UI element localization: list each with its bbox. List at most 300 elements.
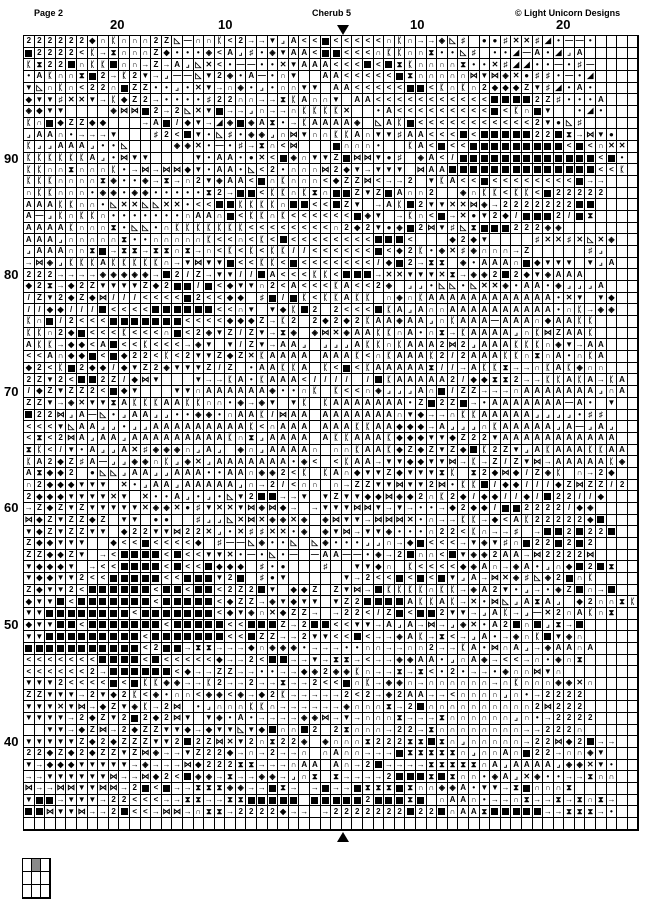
chart-cell: A: [416, 690, 427, 702]
chart-cell: [119, 620, 130, 632]
chart-cell: A: [321, 433, 332, 445]
chart-cell: 2: [363, 806, 374, 818]
chart-cell: ⧗: [236, 760, 247, 772]
chart-cell: 2: [66, 585, 77, 597]
chart-cell: <: [437, 153, 448, 165]
chart-cell: ∩: [607, 596, 618, 608]
chart-cell: [596, 503, 607, 515]
chart-cell: ◈: [564, 760, 575, 772]
chart-cell: ∩: [310, 129, 321, 141]
chart-cell: ⧗: [405, 736, 416, 748]
chart-cell: [321, 608, 332, 620]
chart-cell: [268, 818, 279, 830]
chart-cell: ∩: [511, 690, 522, 702]
chart-cell: ⧗: [469, 760, 480, 772]
chart-cell: [522, 129, 533, 141]
chart-cell: ᛕ: [427, 351, 438, 363]
chart-cell: —: [585, 59, 596, 71]
chart-cell: •: [342, 643, 353, 655]
chart-cell: ✕: [225, 550, 236, 562]
chart-cell: [331, 199, 342, 211]
chart-cell: ◢: [585, 106, 596, 118]
chart-cell: •: [215, 410, 226, 422]
chart-cell: ⋈: [98, 293, 109, 305]
chart-cell: 2: [310, 725, 321, 737]
chart-cell: →: [268, 760, 279, 772]
chart-cell: ⌟: [45, 141, 56, 153]
chart-cell: 2: [554, 199, 565, 211]
chart-cell: [183, 293, 194, 305]
chart-cell: →: [151, 760, 162, 772]
chart-cell: [628, 538, 639, 550]
chart-cell: ▼: [35, 678, 46, 690]
chart-cell: [98, 106, 109, 118]
chart-cell: <: [427, 573, 438, 585]
chart-cell: ∩: [183, 211, 194, 223]
chart-cell: ⌟: [56, 258, 67, 270]
chart-cell: [342, 363, 353, 375]
chart-cell: [511, 141, 522, 153]
chart-cell: /: [543, 480, 554, 492]
chart-cell: 2: [585, 538, 596, 550]
chart-cell: ◈: [342, 701, 353, 713]
chart-cell: 2: [575, 736, 586, 748]
chart-cell: <: [363, 281, 374, 293]
chart-cell: ∩: [501, 725, 512, 737]
chart-cell: •: [194, 188, 205, 200]
chart-cell: [617, 526, 628, 538]
chart-cell: [109, 643, 120, 655]
chart-cell: 2: [289, 736, 300, 748]
chart-cell: ◆: [183, 666, 194, 678]
chart-cell: <: [363, 36, 374, 48]
chart-cell: [575, 585, 586, 597]
chart-cell: →: [289, 748, 300, 760]
chart-cell: [596, 223, 607, 235]
chart-cell: ⌟: [564, 48, 575, 60]
chart-cell: ▼: [45, 374, 56, 386]
chart-cell: ◆: [416, 433, 427, 445]
chart-cell: [66, 106, 77, 118]
chart-cell: [596, 631, 607, 643]
chart-cell: [141, 783, 152, 795]
chart-cell: ∩: [141, 48, 152, 60]
chart-cell: ◈: [585, 503, 596, 515]
chart-cell: ▼: [66, 561, 77, 573]
chart-cell: A: [331, 118, 342, 130]
chart-cell: ⧗: [395, 666, 406, 678]
chart-cell: [310, 351, 321, 363]
chart-cell: Z: [66, 550, 77, 562]
chart-cell: ⧗: [109, 48, 120, 60]
chart-cell: Z: [458, 433, 469, 445]
chart-cell: /: [321, 374, 332, 386]
chart-cell: A: [543, 760, 554, 772]
chart-cell: ♯: [511, 526, 522, 538]
chart-cell: ▼: [204, 713, 215, 725]
chart-cell: ▼: [98, 690, 109, 702]
chart-cell: A: [384, 620, 395, 632]
chart-cell: ▼: [416, 269, 427, 281]
chart-cell: ◆: [45, 538, 56, 550]
chart-cell: <: [384, 71, 395, 83]
chart-cell: ◆: [299, 666, 310, 678]
chart-cell: <: [215, 246, 226, 258]
chart-cell: 2: [183, 526, 194, 538]
chart-cell: ᛕ: [321, 106, 332, 118]
chart-cell: <: [405, 106, 416, 118]
chart-cell: [183, 573, 194, 585]
chart-cell: A: [56, 141, 67, 153]
chart-cell: ◈: [109, 269, 120, 281]
chart-cell: ▼: [427, 176, 438, 188]
chart-cell: •: [533, 713, 544, 725]
chart-cell: <: [151, 795, 162, 807]
chart-cell: [480, 153, 491, 165]
chart-cell: [119, 643, 130, 655]
chart-cell: A: [469, 573, 480, 585]
chart-cell: →: [225, 188, 236, 200]
chart-cell: 2: [564, 526, 575, 538]
chart-cell: ◆: [458, 561, 469, 573]
chart-cell: [628, 48, 639, 60]
chart-cell: •: [66, 129, 77, 141]
chart-cell: •: [278, 386, 289, 398]
chart-cell: ᛕ: [257, 351, 268, 363]
chart-cell: ⧗: [162, 246, 173, 258]
chart-cell: ∩: [66, 246, 77, 258]
chart-cell: ◆: [236, 316, 247, 328]
chart-cell: [511, 94, 522, 106]
chart-cell: ◺: [564, 118, 575, 130]
chart-cell: A: [56, 246, 67, 258]
chart-cell: [299, 818, 310, 830]
chart-cell: →: [204, 666, 215, 678]
chart-cell: ◆: [480, 491, 491, 503]
chart-cell: [490, 164, 501, 176]
chart-cell: ⌟: [109, 445, 120, 457]
chart-cell: Z: [141, 725, 152, 737]
chart-cell: <: [511, 118, 522, 130]
chart-cell: •: [257, 48, 268, 60]
chart-cell: 2: [533, 736, 544, 748]
chart-cell: ᛕ: [395, 48, 406, 60]
chart-cell: ᛕ: [225, 246, 236, 258]
chart-cell: <: [109, 304, 120, 316]
chart-cell: ∩: [257, 643, 268, 655]
chart-cell: A: [289, 339, 300, 351]
chart-cell: [289, 818, 300, 830]
chart-cell: <: [172, 293, 183, 305]
chart-cell: <: [98, 678, 109, 690]
chart-cell: A: [204, 480, 215, 492]
chart-cell: [437, 211, 448, 223]
chart-cell: <: [109, 328, 120, 340]
chart-cell: ᛕ: [352, 293, 363, 305]
chart-cell: /: [24, 293, 35, 305]
chart-cell: A: [172, 398, 183, 410]
chart-cell: <: [299, 234, 310, 246]
chart-cell: ᛕ: [511, 351, 522, 363]
chart-cell: ⌟: [416, 281, 427, 293]
chart-cell: ᛕ: [56, 199, 67, 211]
chart-cell: →: [257, 480, 268, 492]
chart-cell: 2: [501, 620, 512, 632]
chart-cell: ♯: [575, 59, 586, 71]
chart-cell: ∩: [130, 36, 141, 48]
chart-cell: ∩: [77, 176, 88, 188]
chart-cell: ∩: [490, 725, 501, 737]
chart-cell: [88, 106, 99, 118]
chart-cell: [172, 631, 183, 643]
chart-cell: ◆: [480, 503, 491, 515]
chart-cell: →: [374, 655, 385, 667]
chart-cell: Z: [596, 480, 607, 492]
chart-cell: •: [162, 690, 173, 702]
chart-cell: ᛕ: [246, 701, 257, 713]
chart-cell: ∩: [522, 351, 533, 363]
chart-cell: [501, 223, 512, 235]
chart-cell: 2: [56, 293, 67, 305]
chart-cell: ᛕ: [384, 351, 395, 363]
chart-cell: [628, 141, 639, 153]
chart-cell: [172, 561, 183, 573]
chart-cell: ✕: [141, 491, 152, 503]
chart-cell: →: [289, 713, 300, 725]
chart-cell: [119, 83, 130, 95]
chart-cell: <: [119, 678, 130, 690]
chart-cell: →: [458, 596, 469, 608]
chart-cell: <: [194, 550, 205, 562]
chart-cell: A: [374, 421, 385, 433]
row-label: 70: [4, 384, 19, 399]
chart-cell: [405, 806, 416, 818]
chart-cell: ✕: [469, 596, 480, 608]
chart-cell: <: [352, 71, 363, 83]
chart-cell: A: [416, 304, 427, 316]
chart-cell: ◈: [299, 713, 310, 725]
chart-cell: ⧗: [564, 783, 575, 795]
chart-cell: ▼: [35, 620, 46, 632]
chart-cell: <: [427, 211, 438, 223]
chart-cell: [130, 118, 141, 130]
chart-cell: •: [564, 59, 575, 71]
chart-cell: ⧗: [427, 725, 438, 737]
chart-cell: →: [490, 678, 501, 690]
chart-cell: [617, 328, 628, 340]
chart-cell: ∩: [278, 725, 289, 737]
chart-cell: [585, 690, 596, 702]
chart-cell: A: [458, 304, 469, 316]
chart-cell: ∩: [342, 760, 353, 772]
chart-cell: ᛕ: [310, 106, 321, 118]
chart-cell: ᛕ: [119, 328, 130, 340]
chart-cell: ⋈: [533, 456, 544, 468]
chart-cell: <: [501, 106, 512, 118]
chart-cell: A: [77, 141, 88, 153]
chart-cell: 2: [533, 199, 544, 211]
chart-cell: [141, 596, 152, 608]
chart-cell: A: [543, 433, 554, 445]
chart-cell: [342, 94, 353, 106]
chart-cell: [617, 608, 628, 620]
chart-cell: •: [522, 690, 533, 702]
chart-cell: ▼: [543, 106, 554, 118]
chart-cell: [321, 620, 332, 632]
chart-cell: •: [543, 655, 554, 667]
chart-cell: ▼: [236, 281, 247, 293]
chart-cell: •: [162, 188, 173, 200]
chart-cell: →: [448, 211, 459, 223]
chart-cell: →: [88, 561, 99, 573]
chart-cell: 2: [564, 701, 575, 713]
chart-cell: <: [480, 106, 491, 118]
chart-cell: Z: [363, 480, 374, 492]
chart-cell: ⧗: [204, 188, 215, 200]
chart-cell: A: [225, 176, 236, 188]
chart-cell: ◈: [321, 736, 332, 748]
chart-cell: •: [194, 491, 205, 503]
chart-cell: A: [331, 71, 342, 83]
chart-cell: ∩: [405, 293, 416, 305]
chart-cell: →: [437, 410, 448, 422]
chart-cell: ⋈: [543, 701, 554, 713]
chart-cell: ᛕ: [257, 211, 268, 223]
chart-cell: [511, 234, 522, 246]
chart-cell: A: [278, 433, 289, 445]
chart-cell: ∩: [246, 445, 257, 457]
chart-cell: →: [352, 573, 363, 585]
chart-cell: A: [554, 269, 565, 281]
chart-cell: <: [448, 129, 459, 141]
chart-cell: <: [246, 234, 257, 246]
chart-cell: •: [490, 631, 501, 643]
chart-cell: ∩: [162, 234, 173, 246]
chart-cell: [617, 736, 628, 748]
chart-cell: 2: [554, 608, 565, 620]
chart-cell: ✕: [490, 281, 501, 293]
chart-cell: [628, 585, 639, 597]
chart-cell: →: [194, 666, 205, 678]
chart-cell: ⌟: [289, 771, 300, 783]
chart-cell: [289, 561, 300, 573]
chart-cell: ∩: [66, 211, 77, 223]
chart-cell: [151, 818, 162, 830]
chart-cell: ⌟: [98, 445, 109, 457]
chart-cell: →: [109, 246, 120, 258]
chart-cell: A: [374, 316, 385, 328]
chart-cell: A: [363, 94, 374, 106]
chart-cell: ∩: [511, 795, 522, 807]
chart-cell: ⌟: [511, 771, 522, 783]
chart-cell: →: [289, 690, 300, 702]
chart-cell: A: [511, 550, 522, 562]
chart-cell: ⋈: [469, 71, 480, 83]
chart-cell: A: [564, 316, 575, 328]
chart-cell: A: [395, 363, 406, 375]
chart-cell: [289, 573, 300, 585]
chart-cell: ∩: [236, 94, 247, 106]
chart-cell: ∩: [331, 223, 342, 235]
chart-cell: <: [141, 806, 152, 818]
chart-cell: 2: [522, 199, 533, 211]
chart-cell: [533, 141, 544, 153]
chart-cell: <: [501, 118, 512, 130]
chart-cell: A: [405, 339, 416, 351]
chart-cell: <: [77, 620, 88, 632]
chart-cell: 2: [289, 316, 300, 328]
chart-cell: ▼: [448, 608, 459, 620]
chart-cell: →: [416, 36, 427, 48]
chart-cell: ∩: [141, 36, 152, 48]
chart-cell: ᛕ: [405, 59, 416, 71]
chart-cell: ᛕ: [141, 258, 152, 270]
chart-cell: ◆: [66, 281, 77, 293]
chart-cell: [77, 468, 88, 480]
chart-cell: ▼: [98, 760, 109, 772]
chart-cell: <: [246, 176, 257, 188]
chart-cell: ✕: [278, 526, 289, 538]
chart-cell: [511, 818, 522, 830]
chart-cell: ∩: [522, 666, 533, 678]
chart-cell: ▼: [88, 503, 99, 515]
chart-cell: ▼: [310, 153, 321, 165]
chart-cell: [56, 643, 67, 655]
chart-cell: ∩: [469, 736, 480, 748]
chart-cell: <: [342, 386, 353, 398]
chart-cell: [162, 386, 173, 398]
chart-cell: A: [289, 48, 300, 60]
chart-cell: <: [119, 339, 130, 351]
chart-cell: <: [45, 445, 56, 457]
chart-cell: [533, 246, 544, 258]
chart-cell: 2: [119, 725, 130, 737]
chart-cell: ▼: [35, 631, 46, 643]
chart-cell: ▼: [56, 106, 67, 118]
chart-cell: A: [437, 164, 448, 176]
chart-cell: ⧗: [416, 736, 427, 748]
chart-cell: ◆: [56, 468, 67, 480]
chart-cell: 2: [246, 806, 257, 818]
chart-cell: ∩: [194, 36, 205, 48]
chart-cell: [310, 573, 321, 585]
chart-cell: <: [215, 596, 226, 608]
chart-cell: ∩: [374, 701, 385, 713]
chart-cell: ∩: [405, 36, 416, 48]
chart-cell: A: [533, 293, 544, 305]
chart-cell: ▼: [342, 503, 353, 515]
chart-cell: ▼: [427, 468, 438, 480]
chart-cell: [109, 351, 120, 363]
chart-cell: <: [268, 223, 279, 235]
chart-cell: ∩: [66, 176, 77, 188]
chart-cell: ∩: [416, 71, 427, 83]
chart-cell: ▼: [45, 620, 56, 632]
chart-cell: 2: [533, 748, 544, 760]
chart-cell: •: [342, 538, 353, 550]
chart-cell: ◢: [511, 59, 522, 71]
chart-cell: ▼: [299, 83, 310, 95]
chart-cell: [617, 94, 628, 106]
chart-cell: A: [289, 374, 300, 386]
chart-cell: ◈: [331, 666, 342, 678]
chart-cell: ▼: [215, 725, 226, 737]
chart-cell: [363, 596, 374, 608]
chart-cell: ◆: [342, 316, 353, 328]
chart-cell: [501, 153, 512, 165]
chart-cell: Z: [384, 608, 395, 620]
chart-cell: [469, 153, 480, 165]
